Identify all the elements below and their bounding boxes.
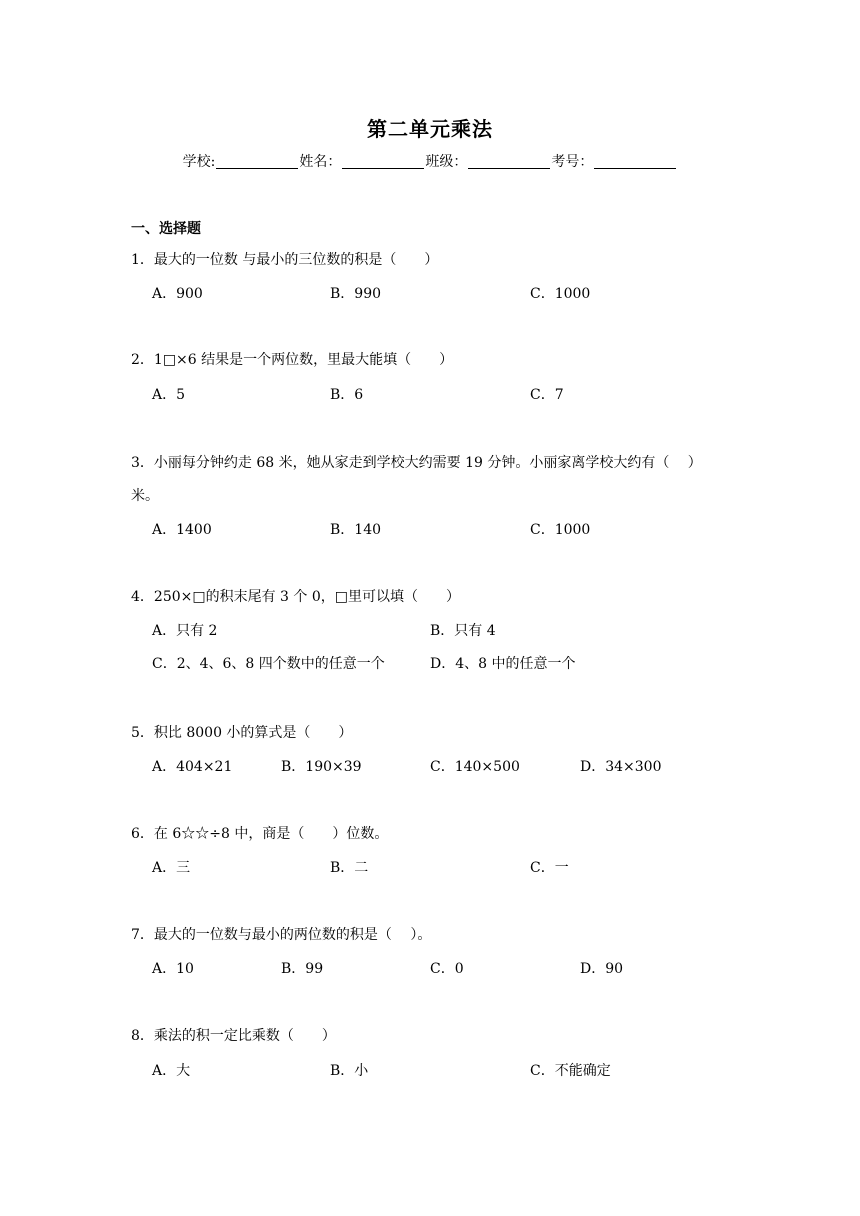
question-3-stem-continued: 米。 xyxy=(131,488,159,504)
question-6-option-b: B．二 xyxy=(330,860,369,876)
question-1-option-b: B．990 xyxy=(330,286,382,302)
question-1-stem: 1．最大的一位数 与最小的三位数的积是（ ） xyxy=(131,252,439,268)
question-3-option-b: B．140 xyxy=(330,522,382,538)
question-3-option-c: C．1000 xyxy=(530,522,591,538)
question-8-stem: 8．乘法的积一定比乘数（ ） xyxy=(131,1028,336,1044)
question-6-option-a: A．三 xyxy=(152,860,191,876)
question-3-stem: 3．小丽每分钟约走 68 米，她从家走到学校大约需要 19 分钟。小丽家离学校大约有（ ） xyxy=(131,455,702,471)
question-7-option-d: D．90 xyxy=(580,961,624,977)
question-8-option-a: A．大 xyxy=(152,1063,191,1079)
exam-no-blank xyxy=(594,154,676,169)
question-7-option-a: A．10 xyxy=(152,961,194,977)
question-7-option-b: B．99 xyxy=(281,961,324,977)
page-title: 第二单元乘法 xyxy=(367,117,493,141)
question-2-option-b: B．6 xyxy=(330,387,364,403)
question-4-option-d: D．4、8 中的任意一个 xyxy=(430,656,576,672)
school-blank xyxy=(216,154,298,169)
question-2-option-c: C．7 xyxy=(530,387,564,403)
question-1-option-c: C．1000 xyxy=(530,286,591,302)
exam-no-label: 考号： xyxy=(551,154,594,170)
question-7-option-c: C．0 xyxy=(430,961,464,977)
question-5-stem: 5．积比 8000 小的算式是（ ） xyxy=(131,725,353,741)
question-5-option-a: A．404×21 xyxy=(152,759,233,775)
question-1-option-a: A．900 xyxy=(152,286,203,302)
name-blank xyxy=(342,154,424,169)
question-2-option-a: A．5 xyxy=(152,387,186,403)
question-4-option-a: A．只有 2 xyxy=(152,623,218,639)
student-info-line xyxy=(0,151,860,171)
question-4-option-b: B．只有 4 xyxy=(430,623,496,639)
class-label: 班级： xyxy=(425,154,468,170)
question-4-option-c: C．2、4、6、8 四个数中的任意一个 xyxy=(152,656,385,672)
question-2-stem: 2．1□×6 结果是一个两位数，里最大能填（ ） xyxy=(131,352,454,368)
question-3-option-a: A．1400 xyxy=(152,522,212,538)
school-label: 学校: xyxy=(182,154,216,170)
section-heading: 一、选择题 xyxy=(131,221,201,237)
name-label: 姓名： xyxy=(299,154,342,170)
question-5-option-d: D．34×300 xyxy=(580,759,662,775)
question-7-stem: 7．最大的一位数与最小的两位数的积是（ ）。 xyxy=(131,927,432,943)
class-blank xyxy=(468,154,550,169)
question-8-option-b: B．小 xyxy=(330,1063,369,1079)
question-6-option-c: C．一 xyxy=(530,860,569,876)
question-5-option-c: C．140×500 xyxy=(430,759,520,775)
question-5-option-b: B．190×39 xyxy=(281,759,362,775)
question-6-stem: 6．在 6☆☆÷8 中，商是（ ）位数。 xyxy=(131,826,389,842)
question-8-option-c: C．不能确定 xyxy=(530,1063,611,1079)
question-4-stem: 4．250×□的积末尾有 3 个 0，□里可以填（ ） xyxy=(131,589,460,605)
